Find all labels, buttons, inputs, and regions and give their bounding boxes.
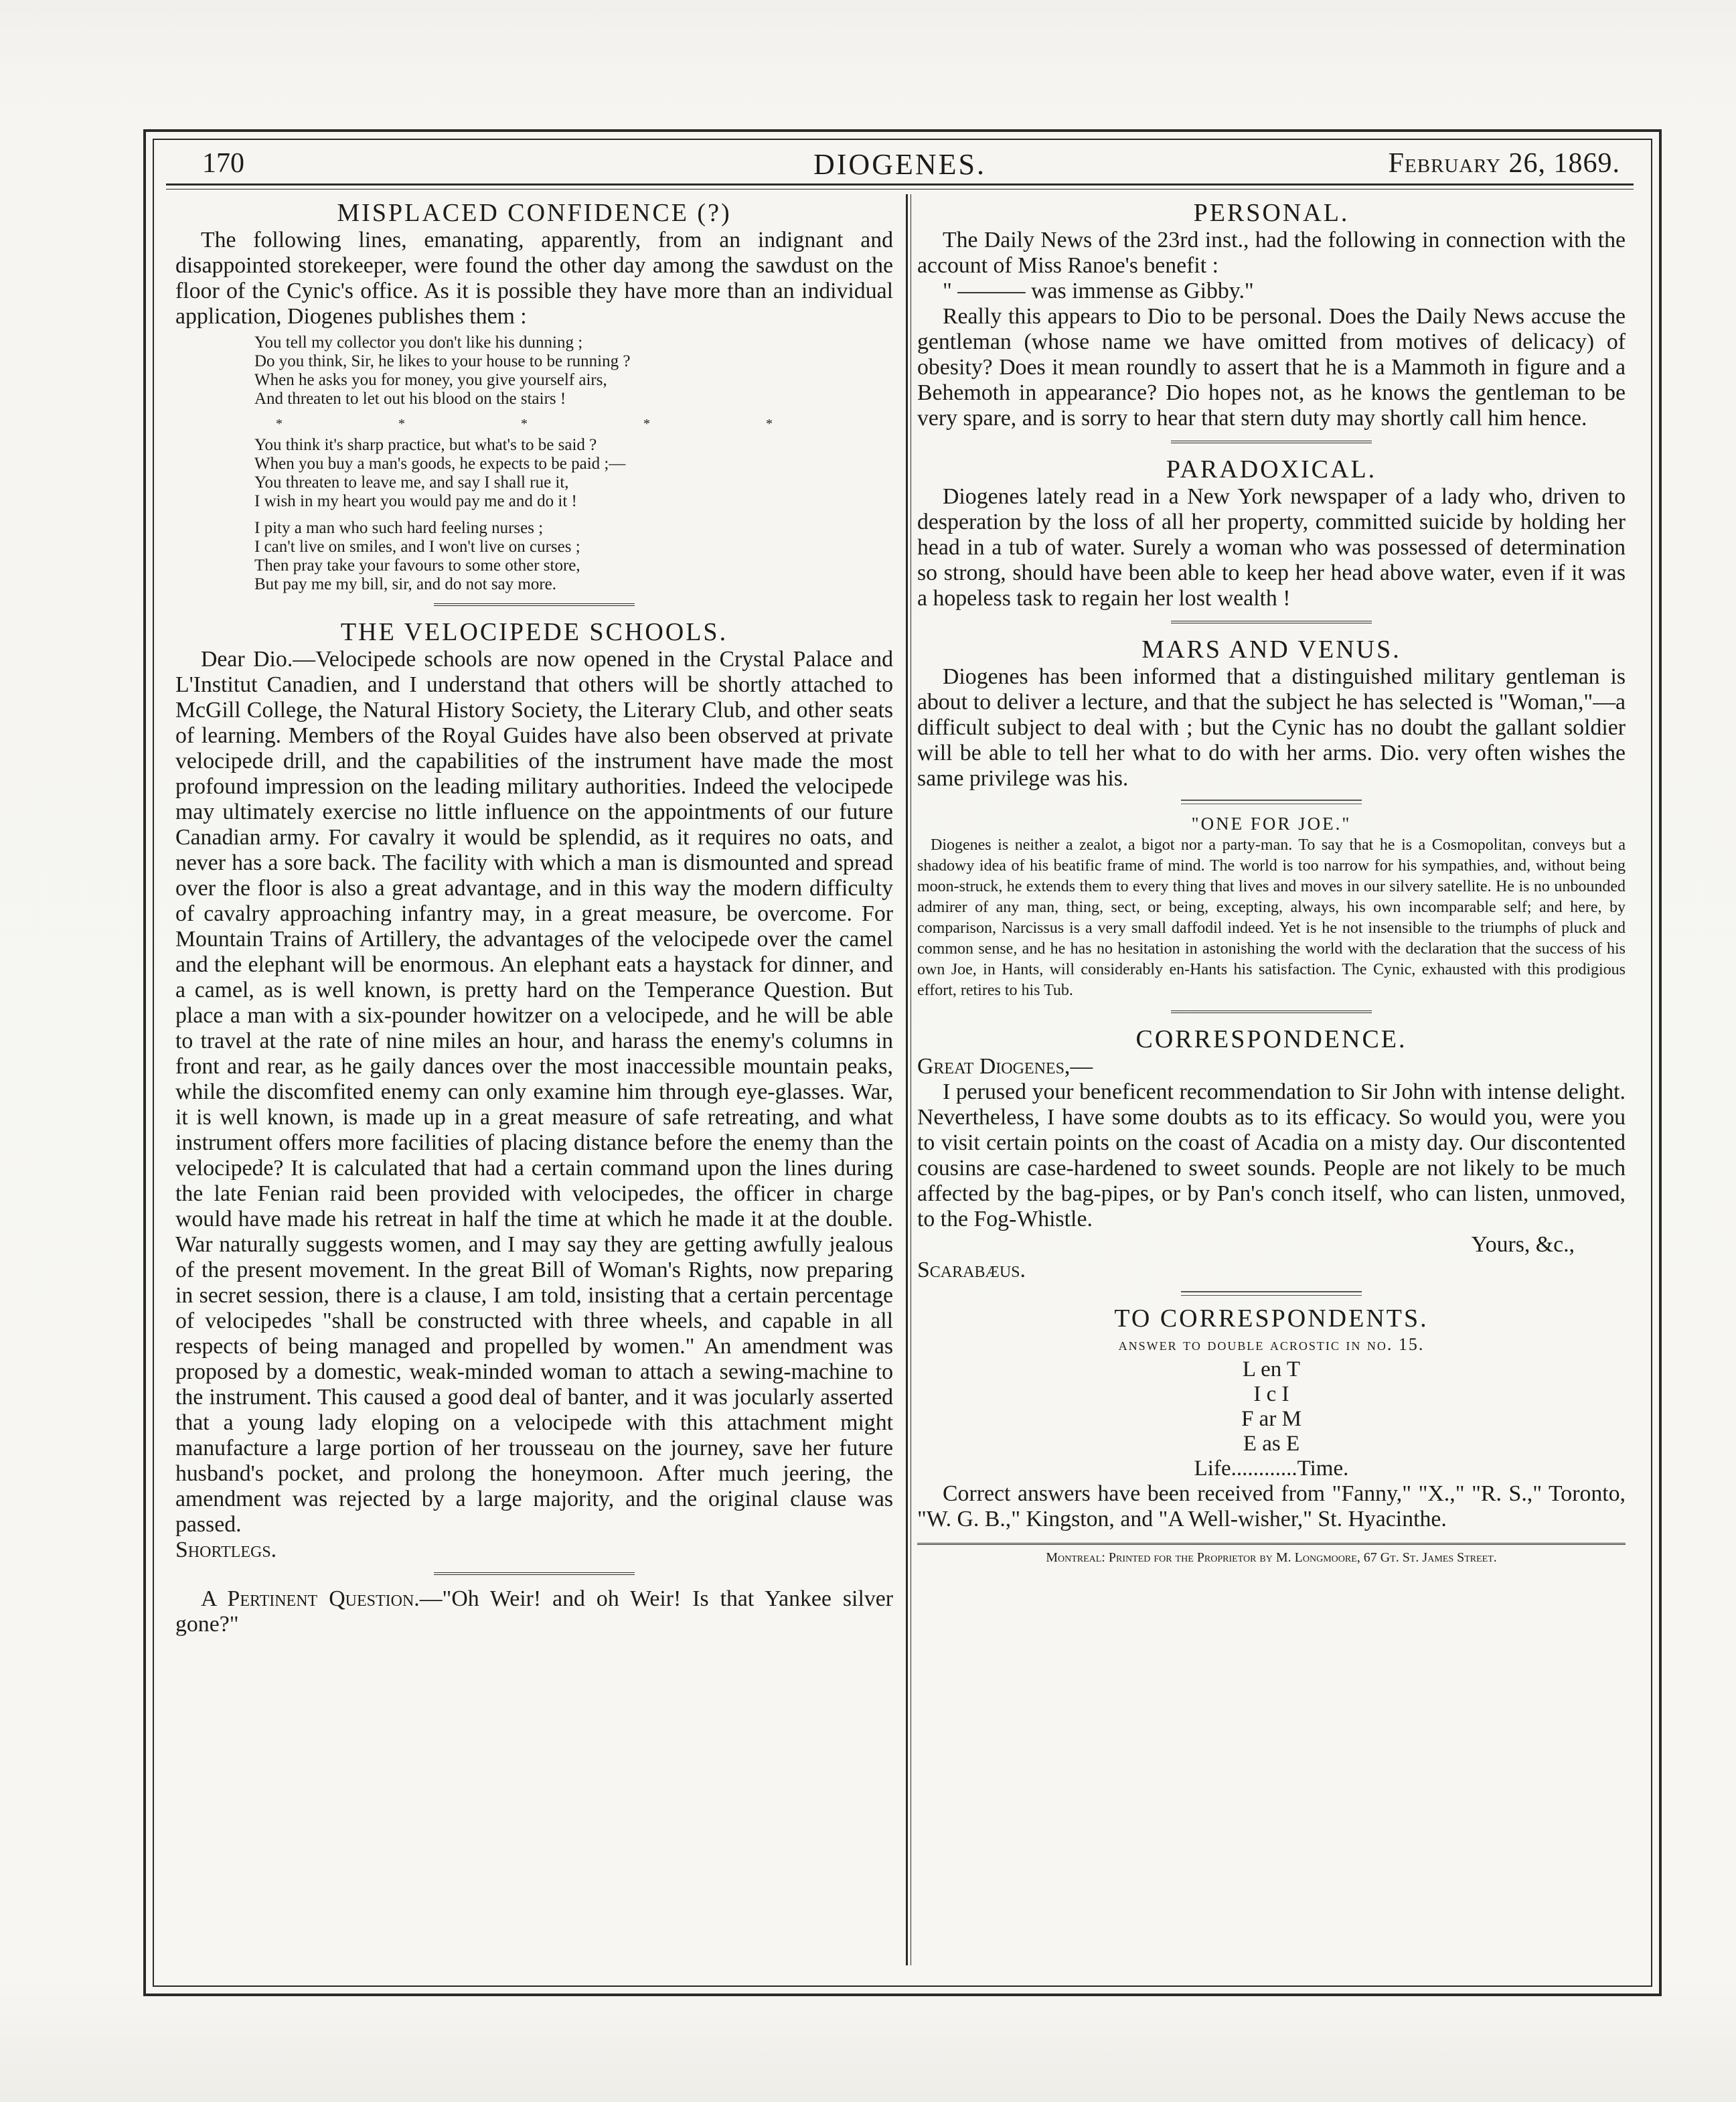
article-body: Diogenes has been informed that a distinguished military gentleman is about to deliver a lecture, and that the subject he has selected is "Woman,"—a difficult subject to deal with ; but the Cynic has no doubt the gallant soldier will be able to tell her what to do with her arms. Dio. very often wishes the same privilege was his. bbox=[917, 664, 1626, 791]
article-body: Dear Dio.—Velocipede schools are now opened in the Crystal Palace and L'Institut Canadien, and I understand that others will be shortly attached to McGill College, the Natural History Society, the Literary Club, and other seats of learning. Members of the Royal Guides have also been observed at private velocipede drill, and the capabilities of the instrument have made the most profound impression on the leading military authorities. Indeed the velocipede may ultimately exercise no little influence on the appointments of our future Canadian army. For cavalry it would be splendid, as it requires no oats, and never has a sore back. The facility with which a man is dismounted and spread over the floor is also a great advantage, and in this way the modern difficulty of cavalry approaching infantry may, in a great measure, be overcome. For Mountain Trains of Artillery, the advantages of the velocipede over the camel and the elephant will be enormous. An elephant eats a haystack for dinner, and a camel, as is well known, is pretty hard on the Temperance Question. But place a man with a six-pounder howitzer on a velocipede, and he will be able to travel at the rate of nine miles an hour, and harass the enemy's columns in front and rear, as he gaily dances over the most inaccessible mountain peaks, while the discomfited enemy can only examine him through eye-glasses. War, it is well known, is made up in a great measure of safe retreating, and what instrument offers more facilities of placing distance before the enemy than the velocipede? It is calculated that had a certain command upon the lines during the late Fenian raid been provided with velocipedes, the officer in charge would have made his retreat in half the time at which he made it at the double. War naturally suggests women, and I may say they are getting awfully jealous of the present movement. In the great Bill of Woman's Rights, now preparing in secret session, there is a clause, I am told, insisting that a certain percentage of velocipedes "shall be constructed with three wheels, and capable in all respects of being managed and propelled by women." An amendment was proposed by a domestic, weak-minded woman to attach a sewing-machine to the instrument. This caused a good deal of banter, and it was jocularly asserted that a young lady eloping on a velocipede with this attachment might manufacture a large portion of her trousseau on the journey, save her future husband's pocket, and prolong the honeymoon. After much jeering, the amendment was rejected by a large majority, and the original clause was passed. bbox=[175, 647, 893, 1537]
page-number: 170 bbox=[202, 148, 244, 179]
article-one-for-joe bbox=[917, 812, 1626, 1001]
article-signature: Shortlegs. bbox=[175, 1537, 277, 1562]
poem-line: But pay me my bill, sir, and do not say more. bbox=[254, 575, 557, 593]
acrostic-line: F ar M bbox=[1241, 1407, 1301, 1431]
article-body: I perused your beneficent recommendation to Sir John with intense delight. Nevertheless, I have some doubts as to its efficacy. So would you, were you to visit certain points on the coast of Acadia on a misty day. Our discontented cousins are case-hardened to sweet sounds. People are not likely to be much affected by the bag-pipes, or by Pan's conch itself, who can listen, unmoved, to the Fog-Whistle. bbox=[917, 1079, 1626, 1231]
article-title: "ONE FOR JOE." bbox=[1191, 814, 1352, 834]
pertinent-label: A Pertinent Question. bbox=[201, 1586, 420, 1611]
letter-salutation: Great Diogenes,— bbox=[917, 1054, 1093, 1079]
article-body: Correct answers have been received from "Fanny," "X.," "R. S.," Toronto, "W. G. B.," Kingston, and "A Well-wisher," St. Hyacinthe. bbox=[917, 1481, 1626, 1531]
article-title: MARS AND VENUS. bbox=[1141, 635, 1401, 664]
article-title: TO CORRESPONDENTS. bbox=[1114, 1304, 1429, 1333]
ornament-stars: * * * * * bbox=[276, 417, 829, 431]
header-rule-thin bbox=[166, 189, 1634, 190]
letter-signature: Scarabæus. bbox=[917, 1258, 1026, 1282]
article-correspondence bbox=[917, 1025, 1626, 1283]
poem-line: And threaten to let out his blood on the stairs ! bbox=[254, 390, 566, 408]
article-velocipede-schools bbox=[175, 617, 893, 1563]
acrostic-line: E as E bbox=[1243, 1432, 1300, 1456]
article-misplaced-confidence bbox=[175, 198, 893, 594]
poem-stanza bbox=[254, 436, 893, 511]
poem-line: Do you think, Sir, he likes to your house to be running ? bbox=[254, 352, 631, 370]
section-separator bbox=[1181, 800, 1362, 804]
article-quote: " ——— was immense as Gibby." bbox=[943, 279, 1254, 303]
pertinent-question bbox=[175, 1586, 893, 1637]
page-header bbox=[166, 142, 1634, 179]
article-title: CORRESPONDENCE. bbox=[1135, 1025, 1407, 1053]
acrostic-line: Life............Time. bbox=[1194, 1456, 1349, 1481]
article-mars-and-venus bbox=[917, 635, 1626, 792]
pertinent-text: —"Oh Weir! and oh Weir! Is that Yankee silver gone?" bbox=[175, 1586, 893, 1637]
article-body: The Daily News of the 23rd inst., had the following in connection with the account of Miss Ranoe's benefit : bbox=[917, 228, 1626, 278]
poem-line: You threaten to leave me, and say I shall rue it, bbox=[254, 473, 569, 492]
poem-line: Then pray take your favours to some other store, bbox=[254, 556, 580, 575]
article-title: PERSONAL. bbox=[1193, 199, 1350, 227]
section-separator bbox=[434, 603, 635, 608]
section-separator bbox=[1171, 441, 1372, 445]
poem-stanza bbox=[254, 519, 893, 594]
masthead: DIOGENES. bbox=[813, 148, 986, 181]
header-rule bbox=[166, 183, 1634, 185]
section-separator bbox=[434, 1572, 635, 1577]
poem-line: When you buy a man's goods, he expects to be paid ;— bbox=[254, 455, 626, 473]
article-intro: The following lines, emanating, apparently, from an indignant and disappointed storekeeper, were found the other day among the sawdust on the floor of the Cynic's office. As it is possible they have more than an individual application, Diogenes publishes them : bbox=[175, 228, 893, 329]
poem-line: You think it's sharp practice, but what's to be said ? bbox=[254, 436, 597, 454]
article-title: THE VELOCIPEDE SCHOOLS. bbox=[340, 618, 728, 646]
acrostic-line: L en T bbox=[1242, 1357, 1301, 1381]
article-title: MISPLACED CONFIDENCE (?) bbox=[337, 199, 732, 227]
article-paradoxical bbox=[917, 455, 1626, 611]
poem-line: You tell my collector you don't like his dunning ; bbox=[254, 333, 583, 352]
section-separator bbox=[1181, 1291, 1362, 1296]
poem-line: I wish in my heart you would pay me and do it ! bbox=[254, 492, 577, 510]
article-personal bbox=[917, 198, 1626, 431]
right-column bbox=[917, 198, 1626, 1566]
issue-date: February 26, 1869. bbox=[1388, 148, 1620, 179]
article-to-correspondents bbox=[917, 1304, 1626, 1532]
section-separator bbox=[1171, 1010, 1372, 1015]
section-separator bbox=[1171, 621, 1372, 625]
poem-line: I pity a man who such hard feeling nurses ; bbox=[254, 519, 544, 537]
letter-closing: Yours, &c., bbox=[1471, 1232, 1575, 1257]
acrostic-answer bbox=[917, 1357, 1626, 1481]
article-body: Diogenes is neither a zealot, a bigot nor a party-man. To say that he is a Cosmopolitan, conveys but a shadowy idea of his beatific frame of mind. The world is too narrow for his sympathies, and, without being moon-struck, he extends them to every thing that lives and moves in our silvery satellite. He is no unbounded admirer of any man, thing, sect, or being, excepting, always, his own incomparable self; and here, by comparison, Narcissus is a very small daffodil indeed. Yet is he not insensible to the triumphs of pluck and common sense, and he has no hesitation in astonishing the world with the declaration that the success of his own Joe, in Hants, will considerably en-Hants his satisfaction. The Cynic, exhausted with this prodigious effort, retires to his Tub. bbox=[917, 836, 1626, 999]
article-title: PARADOXICAL. bbox=[1166, 455, 1377, 483]
poem-line: I can't live on smiles, and I won't live on curses ; bbox=[254, 538, 580, 556]
printer-imprint: Montreal: Printed for the Proprietor by M. Longmoore, 67 Gt. St. James Street. bbox=[917, 1543, 1626, 1566]
poem bbox=[254, 333, 893, 408]
acrostic-heading: answer to double acrostic in no. 15. bbox=[1118, 1335, 1425, 1354]
article-body: Diogenes lately read in a New York newspaper of a lady who, driven to desperation by the loss of all her property, committed suicide by holding her head in a tub of water. Surely a woman who was possessed of determination so strong, should have been able to keep her head above water, even if it was a hopeless task to regain her lost wealth ! bbox=[917, 484, 1626, 611]
poem-line: When he asks you for money, you give yourself airs, bbox=[254, 371, 607, 389]
left-column bbox=[175, 198, 893, 1637]
poem-stanza bbox=[254, 333, 893, 408]
acrostic-line: I c I bbox=[1253, 1382, 1289, 1406]
article-body: Really this appears to Dio to be personal. Does the Daily News accuse the gentleman (whose name we have omitted from motives of delicacy) of obesity? Does it mean roundly to assert that he is a Mammoth in figure and a Behemoth in appearance? Dio hopes not, as he knows the gentleman to be very spare, and is sorry to hear that stern duty may shortly call him hence. bbox=[917, 304, 1626, 431]
column-divider bbox=[906, 194, 908, 1965]
